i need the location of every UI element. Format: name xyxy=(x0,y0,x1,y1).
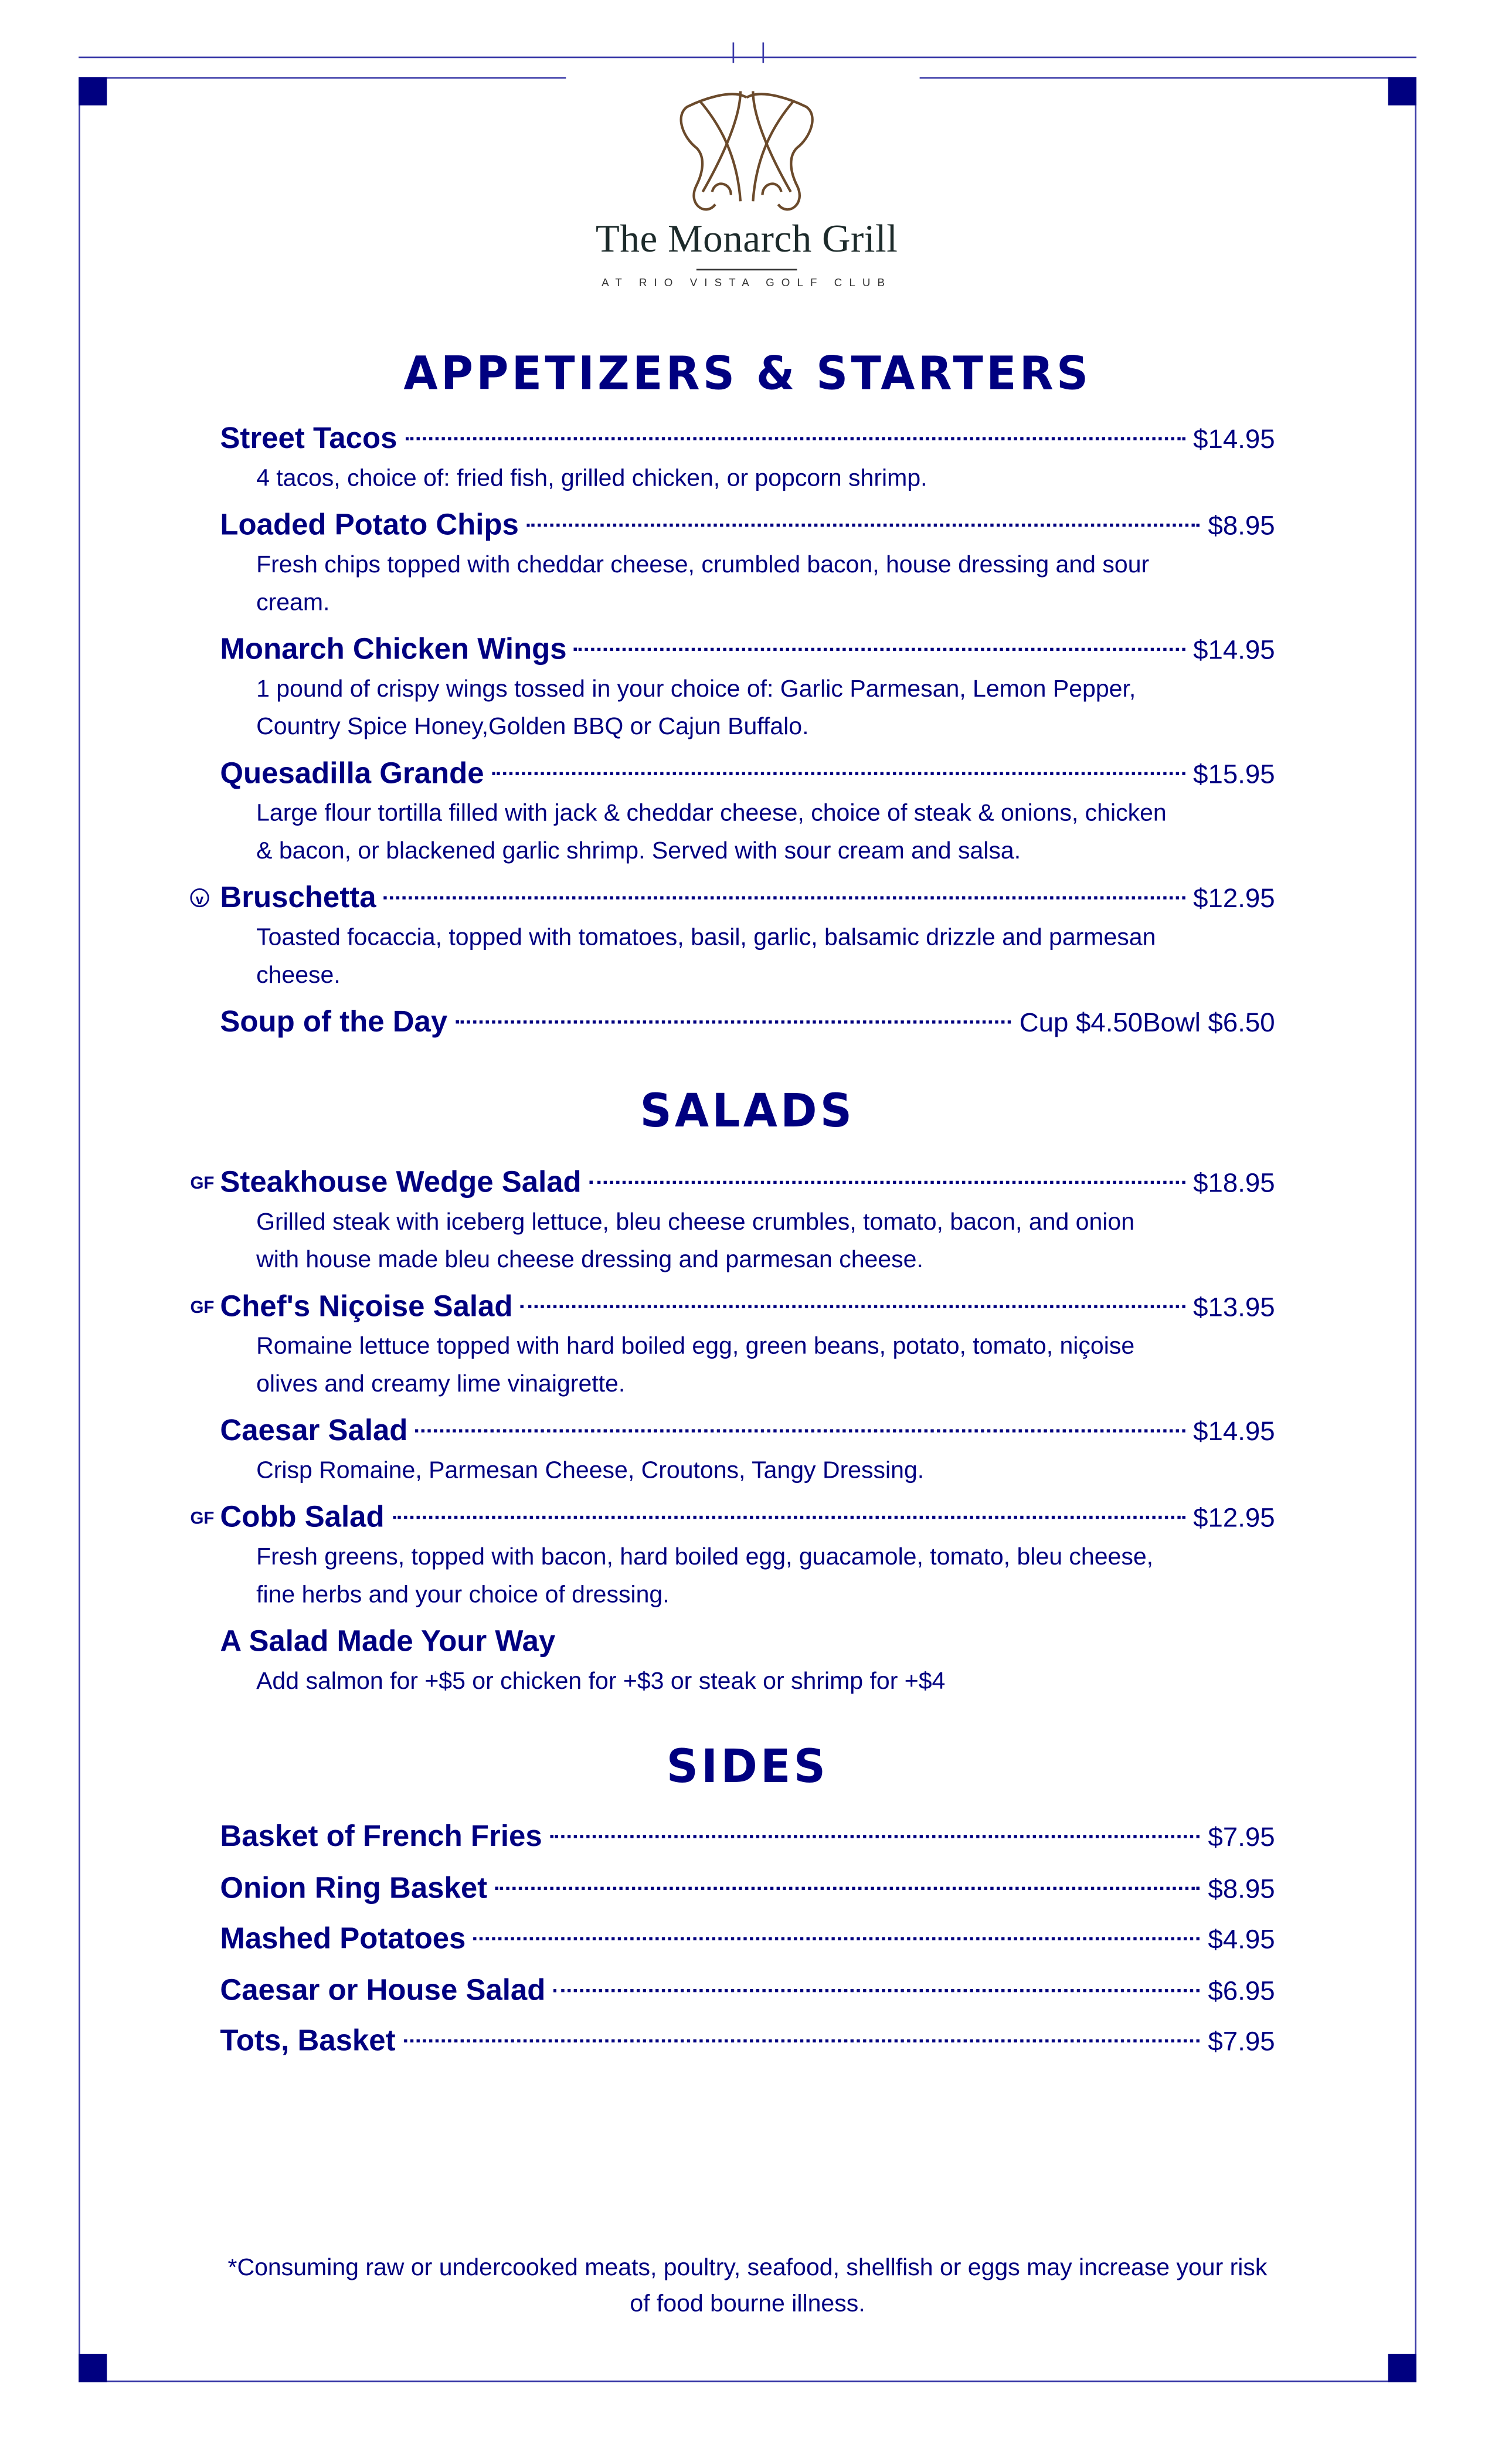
item-row xyxy=(220,420,1275,461)
item-row xyxy=(220,1498,1275,1539)
item-row xyxy=(220,2022,1275,2063)
frame-left xyxy=(79,77,80,2382)
item-name: Street Tacos xyxy=(220,423,397,456)
menu-item xyxy=(220,420,1275,498)
brand-subtitle: AT RIO VISTA GOLF CLUB xyxy=(602,278,892,290)
item-name: Chef's Niçoise Salad xyxy=(220,1291,513,1324)
frame-right xyxy=(1415,77,1416,2382)
section-title: SIDES xyxy=(666,1739,829,1794)
item-row xyxy=(220,1869,1275,1910)
top-rule xyxy=(79,57,1416,59)
frame-bottom xyxy=(79,2381,1416,2382)
section-title: APPETIZERS & STARTERS xyxy=(403,346,1092,401)
item-row xyxy=(220,755,1275,796)
leader-dots xyxy=(575,648,1185,651)
item-row xyxy=(220,1623,1275,1664)
menu-item xyxy=(220,506,1275,622)
frame-top-left xyxy=(79,77,566,79)
food-safety-disclaimer: *Consuming raw or undercooked meats, poultry, seafood, shellfish or eggs may increase your risk of food bourne illness. xyxy=(227,2255,1268,2318)
top-tick xyxy=(733,42,735,63)
item-price: $4.95 xyxy=(1208,1925,1275,1954)
item-name: Loaded Potato Chips xyxy=(220,509,519,543)
item-description: Large flour tortilla filled with jack & cheddar cheese, choice of steak & onions, chicken & bacon, or blackened garlic shrimp. Served with sour cream and salsa. xyxy=(256,800,1167,865)
leader-dots xyxy=(416,1429,1185,1432)
menu-item xyxy=(220,630,1275,746)
item-price: Cup $4.50Bowl $6.50 xyxy=(1019,1007,1275,1038)
leader-dots xyxy=(405,437,1185,440)
frame-top-right xyxy=(920,77,1416,79)
leader-dots xyxy=(384,896,1185,899)
item-price: $14.95 xyxy=(1193,1416,1275,1447)
item-price: $14.95 xyxy=(1193,424,1275,454)
item-price: $6.95 xyxy=(1208,1976,1275,2006)
leader-dots xyxy=(521,1305,1185,1308)
corner-square xyxy=(1388,77,1416,105)
item-price: $7.95 xyxy=(1208,2027,1275,2057)
menu-item xyxy=(220,1920,1275,1961)
leader-dots xyxy=(553,1988,1200,1991)
item-price: $13.95 xyxy=(1193,1292,1275,1323)
corner-square xyxy=(79,2354,107,2382)
gluten-free-badge: GF xyxy=(190,1298,215,1318)
item-price: $14.95 xyxy=(1193,635,1275,666)
item-row xyxy=(220,1920,1275,1961)
item-name: Bruschetta xyxy=(220,882,376,915)
leader-dots xyxy=(392,1516,1185,1519)
item-price: $8.95 xyxy=(1208,1873,1275,1903)
item-name: Mashed Potatoes xyxy=(220,1923,466,1956)
menu-item xyxy=(190,1288,1275,1404)
item-price: $7.95 xyxy=(1208,1822,1275,1852)
item-description: Romaine lettuce topped with hard boiled egg, green beans, potato, tomato, niçoise olives and creamy lime vinaigrette. xyxy=(256,1333,1135,1398)
gluten-free-badge: GF xyxy=(190,1509,215,1529)
item-description: 1 pound of crispy wings tossed in your choice of: Garlic Parmesan, Lemon Pepper, Country Spice Honey,Golden BBQ or Cajun Buffalo. xyxy=(256,676,1136,741)
item-name: Soup of the Day xyxy=(220,1006,448,1040)
item-price: $8.95 xyxy=(1208,511,1275,541)
item-description: Crisp Romaine, Parmesan Cheese, Croutons, Tangy Dressing. xyxy=(256,1457,925,1485)
item-description: Grilled steak with iceberg lettuce, bleu cheese crumbles, tomato, bacon, and onion with house made bleu cheese dressing and parmesan cheese. xyxy=(256,1209,1135,1274)
leader-dots xyxy=(526,524,1200,527)
item-row xyxy=(220,1288,1275,1329)
section-title: SALADS xyxy=(640,1083,855,1138)
item-name: Tots, Basket xyxy=(220,2025,396,2058)
item-description: Add salmon for +$5 or chicken for +$3 or steak or shrimp for +$4 xyxy=(256,1668,946,1695)
item-description: Fresh greens, topped with bacon, hard boiled egg, guacamole, tomato, bleu cheese, fine herbs and your choice of dressing. xyxy=(256,1544,1154,1609)
section-items xyxy=(190,1163,1275,1709)
item-row xyxy=(220,1818,1275,1859)
logo xyxy=(566,91,927,290)
item-name: Caesar Salad xyxy=(220,1415,408,1448)
corner-square xyxy=(79,77,107,105)
item-row xyxy=(220,879,1275,920)
item-row xyxy=(220,506,1275,547)
section-items xyxy=(220,1818,1275,2073)
top-tick xyxy=(762,42,764,63)
item-name: Monarch Chicken Wings xyxy=(220,633,567,667)
item-name: Caesar or House Salad xyxy=(220,1974,546,2007)
leader-dots xyxy=(550,1835,1200,1838)
item-name: Basket of French Fries xyxy=(220,1821,542,1854)
menu-item xyxy=(220,1412,1275,1491)
brand-title: The Monarch Grill xyxy=(595,218,898,262)
vegetarian-icon: v xyxy=(190,888,209,907)
item-price: $12.95 xyxy=(1193,883,1275,914)
leader-dots xyxy=(492,772,1185,775)
menu-item xyxy=(220,1971,1275,2012)
section-items xyxy=(195,420,1275,1052)
menu-item xyxy=(220,2022,1275,2063)
corner-square xyxy=(1388,2354,1416,2382)
butterfly-logo-icon xyxy=(668,91,825,218)
menu-item xyxy=(220,1869,1275,1910)
item-description: Toasted focaccia, topped with tomatoes, basil, garlic, balsamic drizzle and parmesan cheese. xyxy=(256,924,1156,989)
item-name: Quesadilla Grande xyxy=(220,758,484,791)
item-name: Cobb Salad xyxy=(220,1501,385,1535)
item-row xyxy=(220,1003,1275,1044)
menu-item xyxy=(190,1498,1275,1614)
item-name: A Salad Made Your Way xyxy=(220,1625,556,1659)
menu-item xyxy=(190,1163,1275,1279)
leader-dots xyxy=(456,1020,1012,1023)
item-price: $18.95 xyxy=(1193,1168,1275,1199)
menu-item xyxy=(220,1623,1275,1701)
menu-item xyxy=(220,755,1275,871)
item-row xyxy=(220,1163,1275,1204)
menu-item xyxy=(220,1003,1275,1044)
item-row xyxy=(220,1412,1275,1453)
item-price: $15.95 xyxy=(1193,759,1275,790)
leader-dots xyxy=(495,1886,1201,1889)
item-row xyxy=(220,1971,1275,2012)
item-name: Onion Ring Basket xyxy=(220,1872,488,1905)
leader-dots xyxy=(589,1181,1185,1184)
brand-rule xyxy=(696,269,797,271)
item-description: 4 tacos, choice of: fried fish, grilled chicken, or popcorn shrimp. xyxy=(256,465,927,493)
leader-dots xyxy=(403,2039,1200,2042)
item-price: $12.95 xyxy=(1193,1503,1275,1533)
gluten-free-badge: GF xyxy=(190,1175,215,1194)
item-description: Fresh chips topped with cheddar cheese, crumbled bacon, house dressing and sour cream. xyxy=(256,552,1150,617)
item-row xyxy=(220,630,1275,671)
item-name: Steakhouse Wedge Salad xyxy=(220,1166,582,1200)
menu-item xyxy=(220,1818,1275,1859)
leader-dots xyxy=(474,1937,1200,1940)
menu-item xyxy=(195,879,1275,995)
